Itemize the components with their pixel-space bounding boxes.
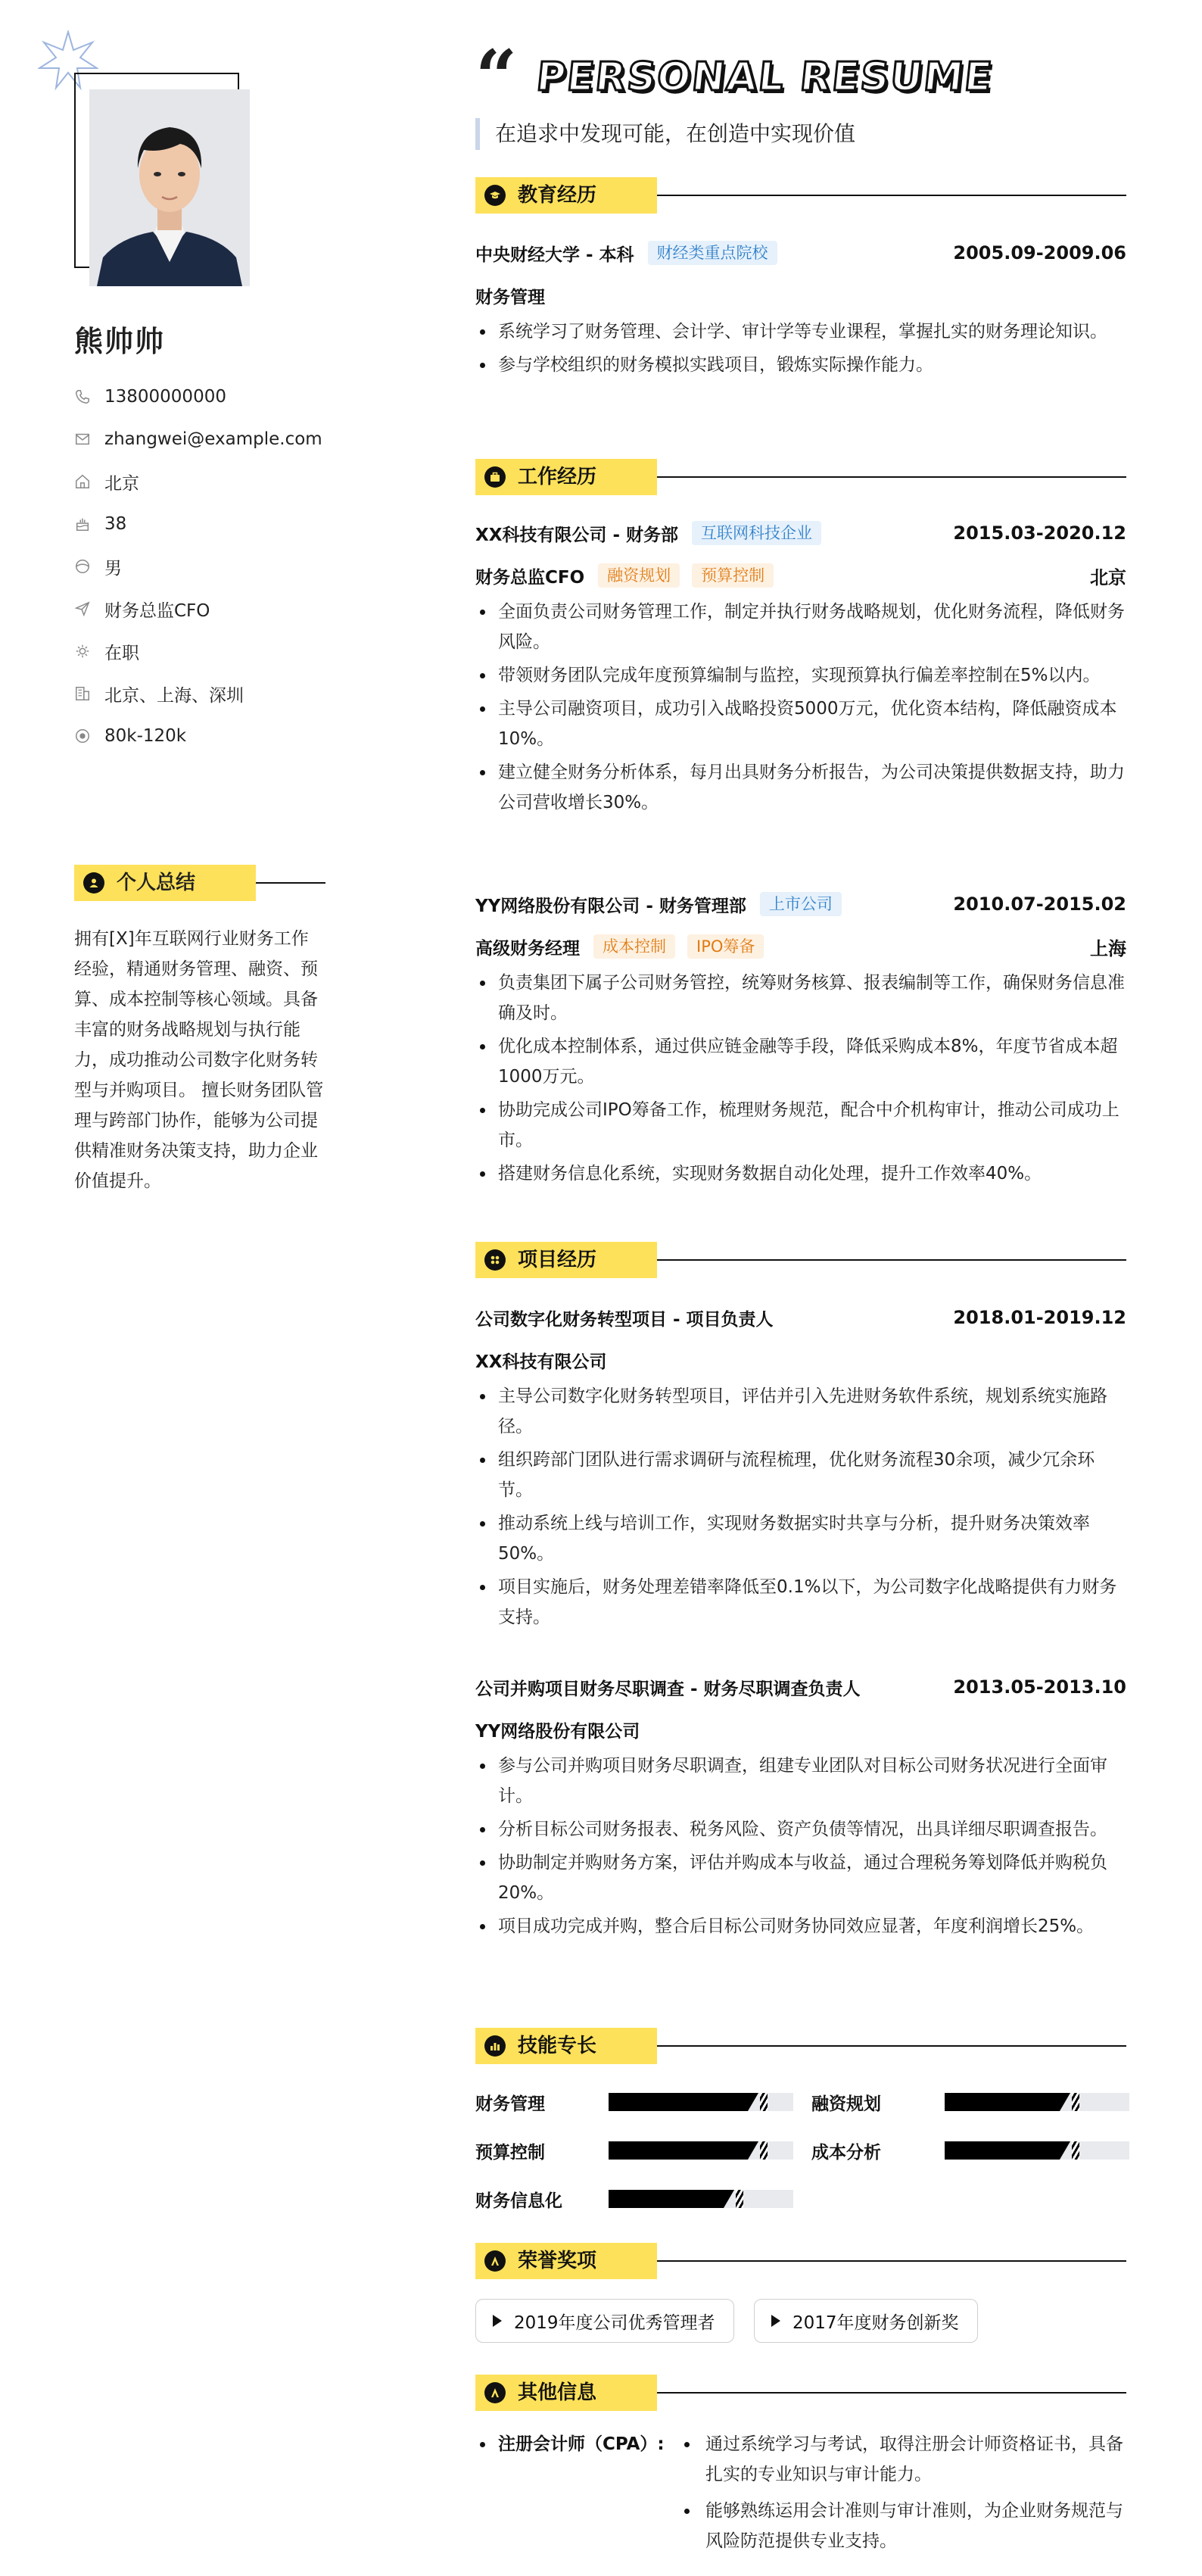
profile-name: 熊帅帅 — [74, 325, 166, 358]
project-bullets — [475, 1751, 1126, 1941]
work-bullets — [475, 597, 1126, 818]
resume-title-row — [475, 34, 996, 120]
play-icon — [771, 2315, 780, 2327]
project-date: 2018.01-2019.12 — [953, 1307, 1126, 1328]
company-tag: 上市公司 — [760, 892, 842, 916]
school-tag: 财经类重点院校 — [648, 241, 777, 265]
send-icon — [74, 600, 91, 617]
award-icon — [484, 2250, 506, 2272]
list-item: 主导公司数字化财务转型项目，评估并引入先进财务软件系统，规划系统实施路径。 — [475, 1381, 1126, 1442]
project-date: 2013.05-2013.10 — [953, 1676, 1126, 1698]
other-section-header — [475, 2375, 1126, 2411]
education-bullets — [475, 317, 1126, 380]
skill-tag: 融资规划 — [598, 563, 680, 588]
work-bullets — [475, 968, 1126, 1189]
award-item — [754, 2299, 978, 2343]
skill-bar — [609, 2141, 793, 2160]
info-email — [74, 418, 322, 460]
quote-mark: “ — [475, 34, 518, 120]
skill-tag: IPO筹备 — [687, 934, 764, 959]
home-icon — [74, 473, 91, 490]
list-item: 推动系统上线与培训工作，实现财务数据实时共享与分析，提升财务决策效率50%。 — [475, 1508, 1126, 1569]
list-item: 协助制定并购财务方案，评估并购成本与收益，通过合理税务筹划降低并购税负20%。 — [475, 1848, 1126, 1908]
skill-bar — [945, 2093, 1129, 2111]
work-title: 工作经历 — [518, 466, 597, 488]
work-date: 2010.07-2015.02 — [953, 893, 1126, 915]
mail-icon — [74, 431, 91, 448]
awards-section-header — [475, 2243, 1126, 2279]
list-item: 系统学习了财务管理、会计学、审计学等专业课程，掌握扎实的财务理论知识。 — [475, 317, 1126, 347]
skill-name: 财务信息化 — [475, 2191, 562, 2211]
phone-icon — [74, 388, 91, 405]
skill-name: 成本分析 — [811, 2142, 881, 2163]
project-org: YY网络股份有限公司 — [475, 1721, 640, 1742]
skill-item — [475, 2090, 793, 2114]
projects-section-header — [475, 1242, 1126, 1278]
project-name: 公司并购项目财务尽职调查 - 财务尽职调查负责人 — [475, 1679, 861, 1699]
education-title: 教育经历 — [518, 184, 597, 207]
user-icon — [83, 872, 104, 893]
list-item: 参与学校组织的财务模拟实践项目，锻炼实际操作能力。 — [475, 350, 1126, 380]
job-city: 上海 — [1090, 937, 1126, 959]
project-bullets — [475, 1381, 1126, 1633]
info-status — [74, 630, 322, 672]
building-icon — [74, 685, 91, 702]
skill-bar — [609, 2190, 793, 2208]
graduation-cap-icon — [484, 185, 506, 206]
cities-value: 北京、上海、深圳 — [104, 685, 244, 706]
skill-name: 预算控制 — [475, 2142, 545, 2163]
project-name: 公司数字化财务转型项目 - 项目负责人 — [475, 1309, 774, 1330]
position-value: 财务总监CFO — [104, 600, 210, 621]
award-label: 2017年度财务创新奖 — [793, 2312, 959, 2333]
company-tag: 互联网科技企业 — [692, 521, 821, 545]
company-name: XX科技有限公司 - 财务部 — [475, 525, 679, 545]
info-location — [74, 460, 322, 503]
skill-bar-fill — [609, 2093, 748, 2111]
left-column — [0, 0, 424, 2576]
summary-text: 拥有[X]年互联网行业财务工作经验，精通财务管理、融资、预算、成本控制等核心领域。具备丰富的财务战略规划与执行能力，成功推动公司数字化财务转型与并购项目。 擅长财务团队管理与跨部门协作，能够为公司提供精准财务决策支持，助力企业价值提升。 — [74, 929, 324, 1191]
play-icon — [493, 2315, 502, 2327]
work-date: 2015.03-2020.12 — [953, 522, 1126, 544]
award-label: 2019年度公司优秀管理者 — [514, 2312, 715, 2333]
list-item: 协助完成公司IPO筹备工作，梳理财务规范，配合中介机构审计，推动公司成功上市。 — [475, 1095, 1126, 1155]
skill-name: 融资规划 — [811, 2094, 881, 2114]
summary-title: 个人总结 — [117, 872, 196, 894]
salary-value: 80k-120k — [104, 726, 187, 746]
work-section-header — [475, 459, 1126, 495]
skill-item — [811, 2090, 1129, 2114]
bar-chart-icon — [484, 2035, 506, 2057]
slogan: 在追求中发现可能，在创造中实现价值 — [475, 118, 855, 150]
info-position — [74, 588, 322, 630]
list-item: 参与公司并购项目财务尽职调查，组建专业团队对目标公司财务状况进行全面审计。 — [475, 1751, 1126, 1811]
summary-section-header — [74, 865, 325, 901]
list-item: 项目实施后，财务处理差错率降低至0.1%以下，为公司数字化战略提供有力财务支持。 — [475, 1572, 1126, 1633]
projects-title: 项目经历 — [518, 1249, 597, 1271]
info-salary — [74, 715, 322, 757]
list-item: 负责集团下属子公司财务管控，统筹财务核算、报表编制等工作，确保财务信息准确及时。 — [475, 968, 1126, 1028]
skill-item — [811, 2138, 1129, 2163]
company-name: YY网络股份有限公司 - 财务管理部 — [475, 896, 746, 916]
job-city: 北京 — [1090, 566, 1126, 588]
school-name: 中央财经大学 - 本科 — [475, 245, 634, 265]
info-cities — [74, 672, 322, 715]
job-position: 高级财务经理 — [475, 938, 580, 959]
job-position: 财务总监CFO — [475, 567, 585, 588]
info-icon — [484, 2382, 506, 2403]
info-gender — [74, 545, 322, 588]
work-entry-1 — [475, 518, 1126, 821]
education-entry — [475, 238, 1126, 383]
list-item: 分析目标公司财务报表、税务风险、资产负债等情况，出具详细尽职调查报告。 — [475, 1814, 1126, 1845]
avatar — [89, 89, 250, 286]
list-item: 优化成本控制体系，通过供应链金融等手段，降低采购成本8%，年度节省成本超1000万元。 — [475, 1031, 1126, 1092]
salary-icon — [74, 728, 91, 744]
other-bullets — [680, 2429, 1126, 2562]
skill-bar-fill — [609, 2141, 748, 2160]
skill-bar-fill — [609, 2190, 724, 2208]
skill-item — [475, 2138, 793, 2163]
list-item: 通过系统学习与考试，取得注册会计师资格证书，具备扎实的专业知识与审计能力。 — [680, 2429, 1126, 2490]
skill-tag: 成本控制 — [593, 934, 675, 959]
skill-item — [475, 2187, 793, 2211]
gender-icon — [74, 558, 91, 575]
project-entry-1 — [475, 1302, 1126, 1636]
location-value: 北京 — [104, 473, 139, 494]
skill-name: 财务管理 — [475, 2094, 545, 2114]
skills-title: 技能专长 — [518, 2035, 597, 2057]
skills-section-header — [475, 2028, 1126, 2064]
list-item: 项目成功完成并购，整合后目标公司财务协同效应显著，年度利润增长25%。 — [475, 1911, 1126, 1941]
list-item: 建立健全财务分析体系，每月出具财务分析报告，为公司决策提供数据支持，助力公司营收增长30%。 — [475, 757, 1126, 818]
status-icon — [74, 643, 91, 660]
contact-info-list — [74, 376, 322, 757]
list-item: 搭建财务信息化系统，实现财务数据自动化处理，提升工作效率40%。 — [475, 1159, 1126, 1189]
project-org: XX科技有限公司 — [475, 1352, 607, 1372]
other-title: 其他信息 — [518, 2381, 597, 2404]
other-key: 注册会计师（CPA）: — [498, 2434, 665, 2454]
skill-bar — [609, 2093, 793, 2111]
work-entry-2 — [475, 889, 1126, 1192]
info-phone — [74, 376, 322, 418]
list-item: 全面负责公司财务管理工作，制定并执行财务战略规划，优化财务流程，降低财务风险。 — [475, 597, 1126, 657]
education-date: 2005.09-2009.06 — [953, 242, 1126, 264]
award-item — [475, 2299, 734, 2343]
phone-value[interactable]: 13800000000 — [104, 387, 226, 407]
project-entry-2 — [475, 1672, 1126, 1944]
resume-title: PERSONAL RESUME — [534, 55, 996, 100]
skill-bar-fill — [945, 2141, 1060, 2160]
gender-value: 男 — [104, 558, 122, 579]
briefcase-icon — [484, 466, 506, 488]
skill-bar — [945, 2141, 1129, 2160]
email-value[interactable]: zhangwei@example.com — [104, 429, 322, 449]
info-age — [74, 503, 322, 545]
skill-bar-fill — [945, 2093, 1060, 2111]
list-item: 带领财务团队完成年度预算编制与监控，实现预算执行偏差率控制在5%以内。 — [475, 660, 1126, 691]
list-item: 组织跨部门团队进行需求调研与流程梳理，优化财务流程30余项，减少冗余环节。 — [475, 1445, 1126, 1505]
education-major: 财务管理 — [475, 287, 545, 307]
age-value: 38 — [104, 514, 127, 534]
awards-title: 荣誉奖项 — [518, 2250, 597, 2272]
education-section-header — [475, 177, 1126, 214]
grid-icon — [484, 1249, 506, 1271]
list-item: 主导公司融资项目，成功引入战略投资5000万元，优化资本结构，降低融资成本10%。 — [475, 694, 1126, 754]
age-icon — [74, 516, 91, 532]
status-value: 在职 — [104, 643, 139, 663]
skill-tag: 预算控制 — [692, 563, 774, 588]
list-item: 能够熟练运用会计准则与审计准则，为企业财务规范与风险防范提供专业支持。 — [680, 2496, 1126, 2556]
